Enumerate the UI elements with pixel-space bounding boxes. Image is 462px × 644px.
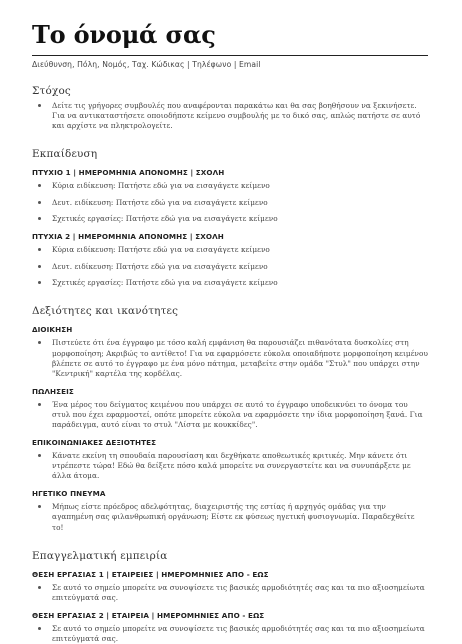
section-title-education[interactable]: Εκπαίδευση — [32, 148, 98, 161]
skill-heading[interactable]: ΠΩΛΗΣΕΙΣ — [32, 386, 74, 396]
bullet-icon — [38, 403, 41, 406]
section-title-objective[interactable]: Στόχος — [32, 85, 71, 97]
degree-details — [32, 181, 428, 224]
list-item-text: Σε αυτό το σημείο μπορείτε να συνοψίσετε τις βασικές αρμοδιότητές σας και τα πιο αξιοσημείωτα επιτεύγματά σας. — [52, 582, 425, 602]
list-item-text: Σχετικές εργασίες: Πατήστε εδώ για να εισαγάγετε κείμενο — [52, 278, 278, 288]
list-item[interactable] — [32, 624, 428, 644]
list-item[interactable] — [32, 278, 428, 288]
skill-heading[interactable]: ΔΙΟΙΚΗΣΗ — [32, 325, 73, 335]
bullet-icon — [38, 281, 41, 284]
degree-details — [32, 245, 428, 288]
skill-heading[interactable]: ΕΠΙΚΟΙΝΩΝΙΑΚΕΣ ΔΕΞΙΟΤΗΤΕΣ — [32, 438, 157, 448]
list-item-text: Δευτ. ειδίκευση: Πατήστε εδώ για να εισαγάγετε κείμενο — [52, 197, 268, 207]
list-item[interactable] — [32, 451, 428, 481]
skill-details — [32, 451, 428, 481]
list-item-text: Δείτε τις γρήγορες συμβουλές που αναφέρονται παρακάτω και θα σας βοηθήσουν να ξεκινήσετε. Για να αντικαταστήσετε οποιοδήποτε κείμενο συμβουλής με το δικό σας, απλώς πατήστε σε αυτό και αρχίστε να πληκτρολογείτε. — [52, 101, 421, 131]
list-item-text: Ένα μέρος του δείγματος κειμένου που υπάρχει σε αυτό το έγγραφο υποδεικνύει το όνομα του στυλ που έχει εφαρμοστεί, οπότε μπορείτε εύκολα να εφαρμόσετε την ίδια μορφοποίηση ξανά. Για παράδειγμα, αυτό είναι το στυλ "Λίστα με κουκκίδες". — [52, 399, 423, 429]
job-details — [32, 624, 428, 644]
list-item-text: Κύρια ειδίκευση: Πατήστε εδώ για να εισαγάγετε κείμενο — [52, 181, 270, 191]
section-title-skills[interactable]: Δεξιότητες και ικανότητες — [32, 305, 179, 318]
list-item[interactable] — [32, 101, 428, 131]
bullet-icon — [38, 217, 41, 220]
list-item[interactable] — [32, 400, 428, 430]
list-item-text: Κάνατε εκείνη τη σπουδαία παρουσίαση και δεχθήκατε αποθεωτικές κριτικές. Μην κάνετε ότι ντρέπεστε τώρα! Εδώ θα δείξετε πόσο καλά μπορείτε να συνεργαστείτε και να συνυπάρξετε με άλλα άτομα. — [52, 451, 411, 481]
bullet-icon — [38, 505, 41, 508]
bullet-icon — [38, 341, 41, 344]
resume-name[interactable]: Το όνομά σας — [32, 20, 216, 49]
list-item[interactable] — [32, 245, 428, 255]
job-heading[interactable]: ΘΕΣΗ ΕΡΓΑΣΙΑΣ 1 | ΕΤΑΙΡΕΙΕΣ | ΗΜΕΡΟΜΗΝΙΕΣ ΑΠΟ - ΕΩΣ — [32, 569, 269, 579]
list-item[interactable] — [32, 338, 428, 378]
list-item[interactable] — [32, 181, 428, 191]
job-heading[interactable]: ΘΕΣΗ ΕΡΓΑΣΙΑΣ 2 | ΕΤΑΙΡΕΙΑ | ΗΜΕΡΟΜΗΝΙΕΣ ΑΠΟ - ΕΩΣ — [32, 610, 265, 620]
skill-details — [32, 400, 428, 430]
bullet-icon — [38, 627, 41, 630]
list-item-text: Δευτ. ειδίκευση: Πατήστε εδώ για να εισαγάγετε κείμενο — [52, 261, 268, 271]
skill-heading[interactable]: ΗΓΕΤΙΚΟ ΠΝΕΥΜΑ — [32, 489, 106, 499]
bullet-icon — [38, 248, 41, 251]
degree-heading[interactable]: ΠΤΥΧΙΑ 2 | ΗΜΕΡΟΜΗΝΙΑ ΑΠΟΝΟΜΗΣ | ΣΧΟΛΗ — [32, 232, 224, 242]
header-divider — [32, 55, 428, 56]
list-item-text: Μήπως είστε πρόεδρος αδελφότητας, διαχειριστής της εστίας ή αρχηγός ομάδας για την αγαπημένη σας φιλανθρωπική οργάνωση; Είστε εκ φύσεως ηγετική φυσιογνωμία. Παραδεχθείτε το! — [52, 502, 415, 532]
bullet-icon — [38, 184, 41, 187]
list-item[interactable] — [32, 262, 428, 272]
list-item-text: Σε αυτό το σημείο μπορείτε να συνοψίσετε τις βασικές αρμοδιότητές σας και τα πιο αξιοσημείωτα επιτεύγματά σας. — [52, 623, 425, 643]
skill-details — [32, 502, 428, 532]
bullet-icon — [38, 104, 41, 107]
section-title-experience[interactable]: Επαγγελματική εμπειρία — [32, 549, 168, 562]
degree-heading[interactable]: ΠΤΥΧΙΟ 1 | ΗΜΕΡΟΜΗΝΙΑ ΑΠΟΝΟΜΗΣ | ΣΧΟΛΗ — [32, 168, 225, 178]
bullet-icon — [38, 265, 41, 268]
list-item[interactable] — [32, 198, 428, 208]
list-item-text: Κύρια ειδίκευση: Πατήστε εδώ για να εισαγάγετε κείμενο — [52, 245, 270, 255]
skill-details — [32, 338, 428, 378]
list-item-text: Σχετικές εργασίες: Πατήστε εδώ για να εισαγάγετε κείμενο — [52, 214, 278, 224]
objective-list — [32, 101, 428, 131]
contact-line[interactable]: Διεύθυνση, Πόλη, Νομός, Ταχ. Κώδικας | Τηλέφωνο | Email — [32, 60, 261, 69]
list-item-text: Πιστεύετε ότι ένα έγγραφο με τόσο καλή εμφάνιση θα παρουσιάζει πιθανότατα δυσκολίες στη μορφοποίηση; Ακριβώς το αντίθετο! Για να εφαρμόσετε εύκολα οποιαδήποτε μορφοποίηση κειμένου βλέπετε σε αυτό το έγγραφο με ένα μόνο πάτημα, μεταβείτε στην ομάδα "Στυλ" που υπάρχει στην "Κεντρική" καρτέλα της κορδέλας. — [52, 338, 428, 378]
list-item[interactable] — [32, 214, 428, 224]
bullet-icon — [38, 201, 41, 204]
list-item[interactable] — [32, 502, 428, 532]
bullet-icon — [38, 454, 41, 457]
bullet-icon — [38, 586, 41, 589]
